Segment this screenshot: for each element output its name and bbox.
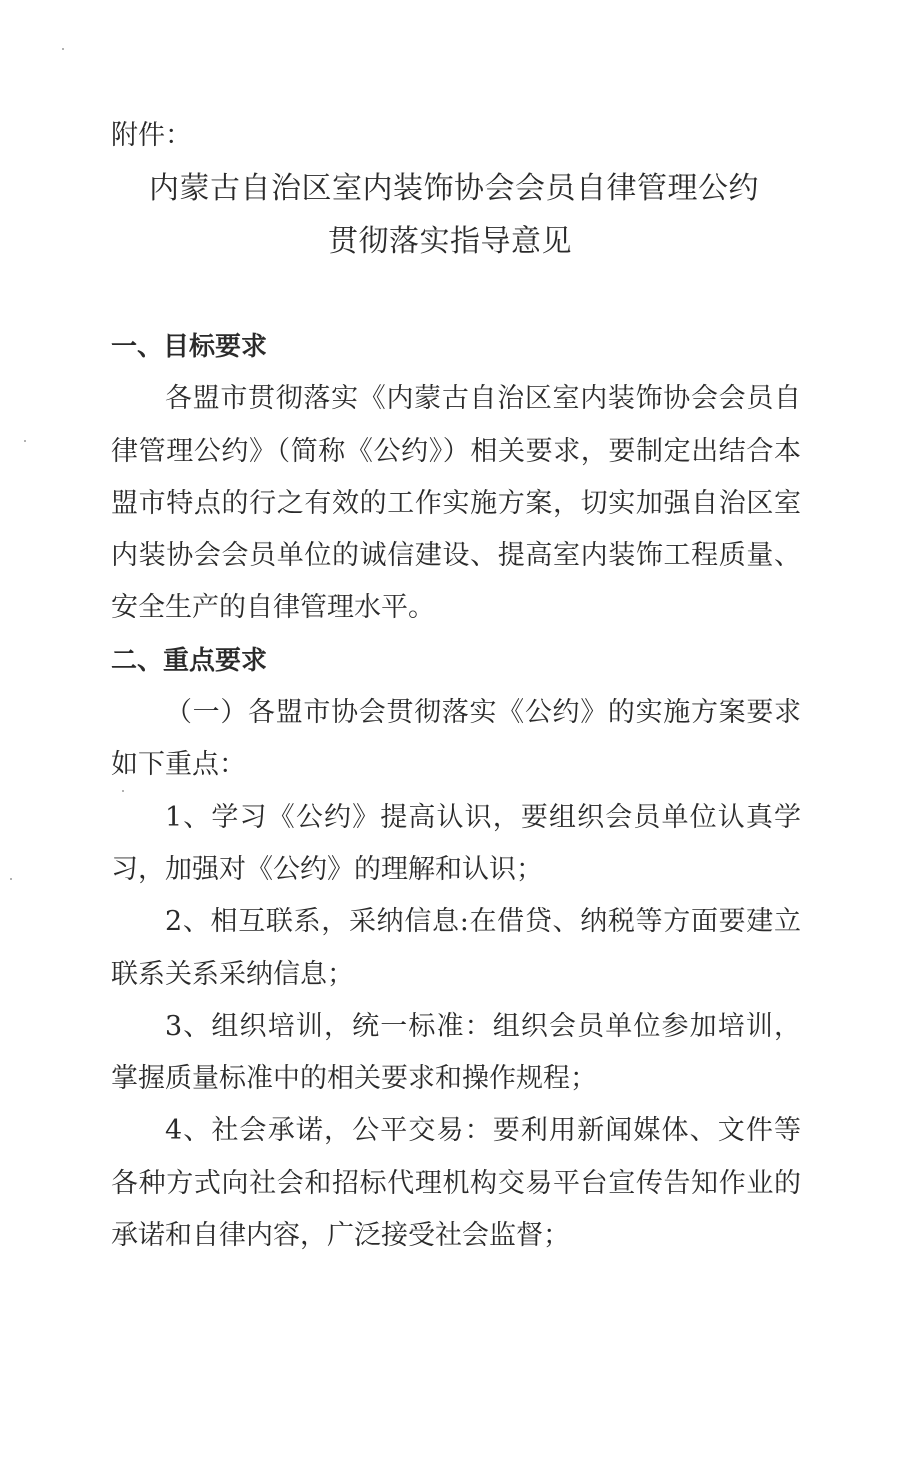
- document-body: [111, 321, 801, 1262]
- body-paragraph: （一）各盟市协会贯彻落实《公约》的实施方案要求如下重点：: [111, 697, 801, 781]
- scan-speck: [10, 878, 12, 880]
- scan-speck: [24, 440, 26, 442]
- body-paragraph: 1、学习《公约》提高认识，要组织会员单位认真学习，加强对《公约》的理解和认识；: [111, 801, 801, 885]
- scan-speck: [62, 48, 64, 50]
- body-paragraph: 各盟市贯彻落实《内蒙古自治区室内装饰协会会员自律管理公约》（简称《公约》）相关要求，要制定出结合本盟市特点的行之有效的工作实施方案，切实加强自治区室内装协会会员单位的诚信建设、提高室内装饰工程质量、安全生产的自律管理水平。: [111, 383, 801, 624]
- body-paragraph: 2、相互联系，采纳信息:在借贷、纳税等方面要建立联系关系采纳信息；: [111, 906, 801, 990]
- attachment-label: 附件：: [111, 120, 192, 151]
- document-title-line-2: 贯彻落实指导意见: [328, 224, 572, 259]
- body-paragraph: 3、组织培训，统一标准：组织会员单位参加培训，掌握质量标准中的相关要求和操作规程；: [111, 1010, 801, 1095]
- section-heading: 二、重点要求: [111, 645, 268, 676]
- document-title-line-1: 内蒙古自治区室内装饰协会会员自律管理公约: [149, 171, 759, 206]
- body-paragraph: 4、社会承诺，公平交易：要利用新闻媒体、文件等各种方式向社会和招标代理机构交易平台宣传告知作业的承诺和自律内容，广泛接受社会监督；: [111, 1115, 801, 1252]
- section-heading: 一、目标要求: [111, 332, 268, 362]
